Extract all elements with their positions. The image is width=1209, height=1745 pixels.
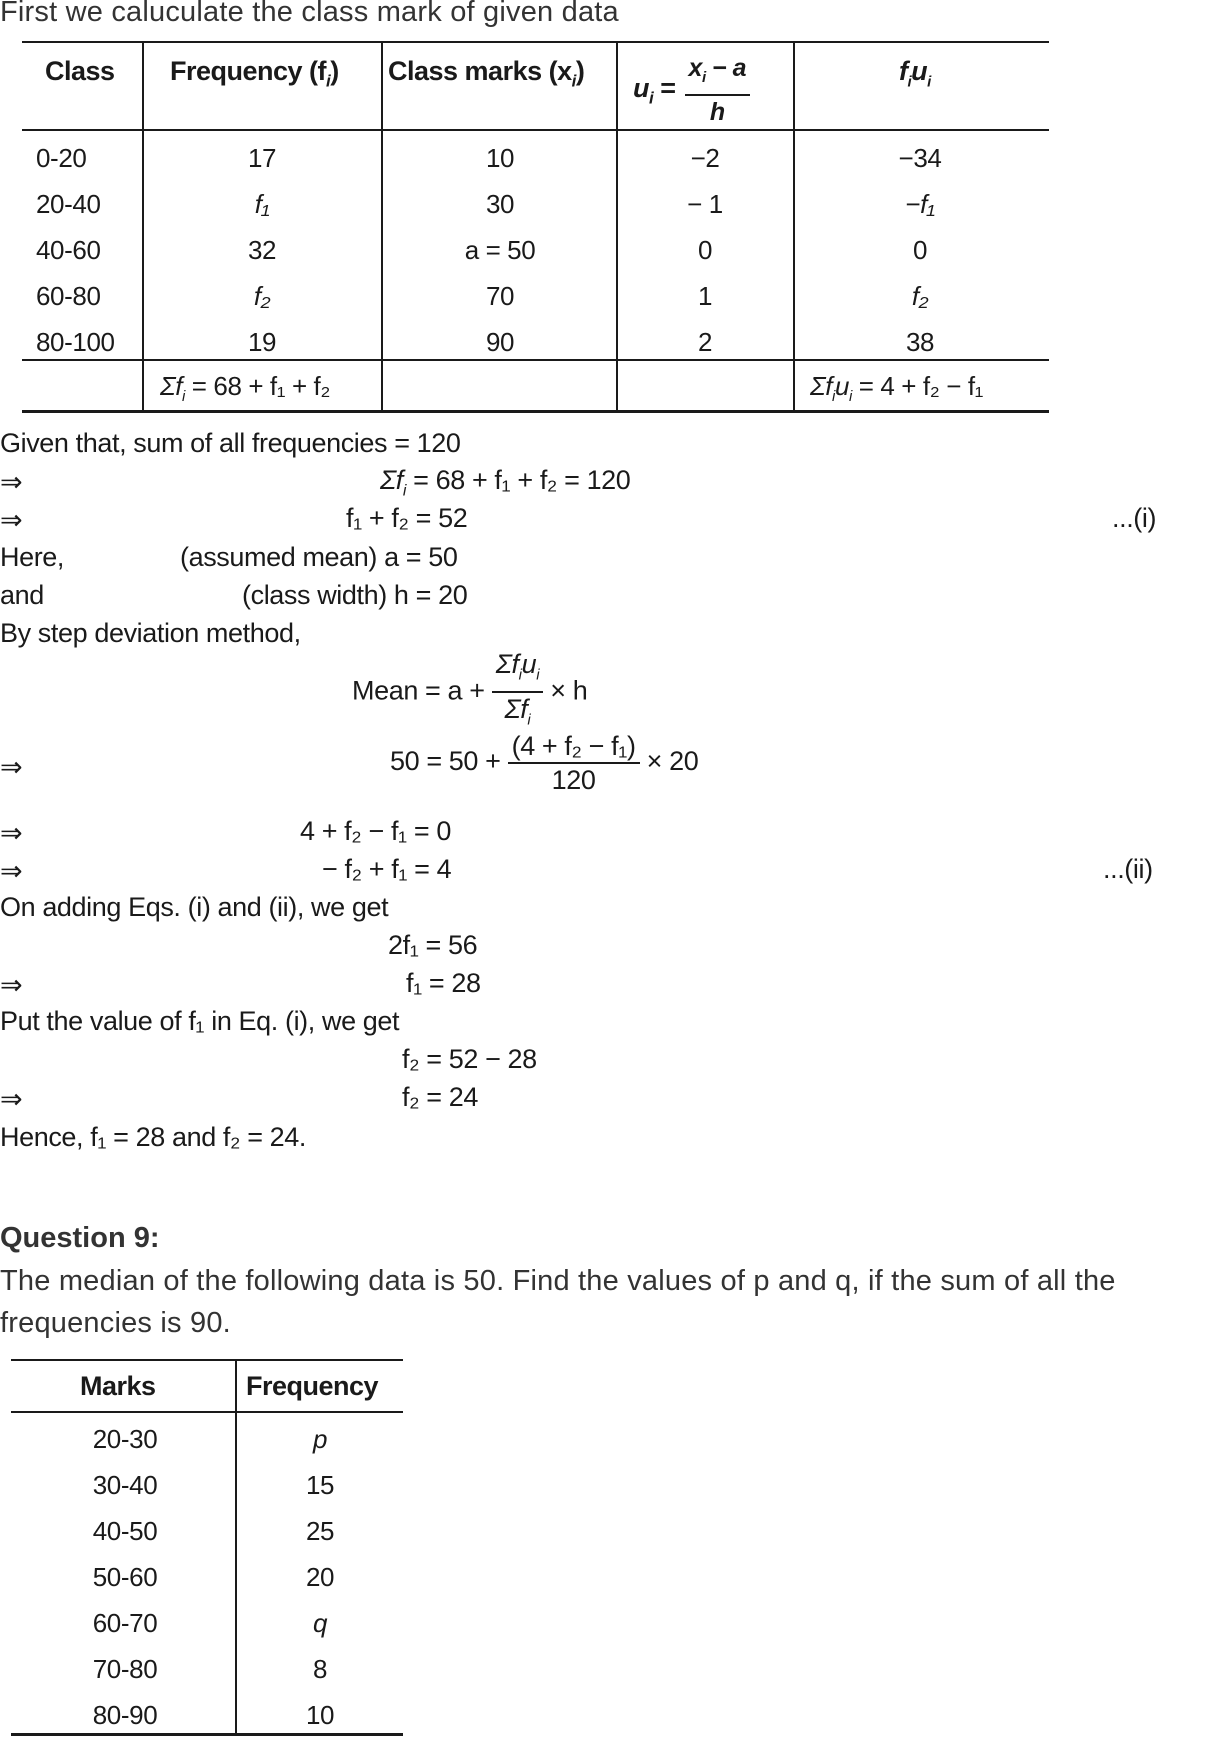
cell-u: 2 bbox=[697, 327, 713, 357]
hence-line: Hence, f₁ = 28 and f₂ = 24. bbox=[0, 1122, 307, 1152]
implies-arrow: ⇒ bbox=[0, 467, 23, 497]
cell-u: −2 bbox=[690, 143, 720, 173]
implies-arrow: ⇒ bbox=[0, 752, 23, 782]
equation-f1-plus-f2: f₁ + f₂ = 52 bbox=[346, 503, 468, 533]
equation-5: − f₂ + f₁ = 4 bbox=[322, 854, 452, 884]
cell-frequency: 17 bbox=[247, 143, 277, 173]
cell-class: 40-60 bbox=[36, 235, 101, 265]
here-label: Here, bbox=[0, 542, 65, 572]
cell-class: 80-100 bbox=[36, 327, 115, 357]
class-width: (class width) h = 20 bbox=[242, 580, 468, 610]
cell-marks: 30-40 bbox=[92, 1470, 158, 1500]
table2-bottom-rule bbox=[11, 1733, 403, 1736]
cell-u: 1 bbox=[697, 281, 713, 311]
table2-top-rule bbox=[11, 1359, 403, 1361]
table2-header-rule bbox=[11, 1411, 403, 1413]
cell-class-mark: a = 50 bbox=[464, 235, 536, 265]
cell-class-mark: 90 bbox=[485, 327, 515, 357]
cell-frequency: q bbox=[312, 1608, 328, 1638]
table1-top-rule bbox=[22, 41, 1049, 43]
table1-bottom-rule bbox=[22, 410, 1049, 413]
table1-col-divider bbox=[793, 42, 795, 411]
cell-u: 0 bbox=[697, 235, 713, 265]
cell-marks: 50-60 bbox=[92, 1562, 158, 1592]
cell-class-mark: 10 bbox=[485, 143, 515, 173]
cell-frequency: 19 bbox=[247, 327, 277, 357]
cell-frequency: 32 bbox=[247, 235, 277, 265]
cell-class-mark: 30 bbox=[485, 189, 515, 219]
table1-header-rule bbox=[22, 129, 1049, 131]
equation-7: f₁ = 28 bbox=[406, 968, 481, 998]
table1-col-divider bbox=[381, 42, 383, 411]
cell-fu: 0 bbox=[912, 235, 928, 265]
cell-fu: −f₁ bbox=[905, 189, 935, 219]
cell-fu: f₂ bbox=[911, 281, 929, 311]
header-frequency: Frequency bbox=[246, 1371, 379, 1401]
header-class: Class bbox=[45, 56, 115, 86]
header-marks: Marks bbox=[80, 1371, 156, 1401]
mean-formula: Mean = a + $\frac{\Sigma f_iu_i}{\Sigma f_i}$ × h bbox=[352, 649, 588, 729]
header-fu: $f_iu_i$ bbox=[899, 56, 931, 91]
question-9-title: Question 9: bbox=[0, 1222, 160, 1254]
table1-total-rule bbox=[22, 359, 1049, 361]
table1-col-divider bbox=[616, 42, 618, 411]
header-frequency: Frequency $(f_i)$ bbox=[170, 56, 339, 91]
step-deviation-line: By step deviation method, bbox=[0, 618, 301, 648]
cell-frequency: 20 bbox=[305, 1562, 335, 1592]
cell-class: 20-40 bbox=[36, 189, 101, 219]
cell-frequency: 25 bbox=[305, 1516, 335, 1546]
equation-9: f₂ = 24 bbox=[402, 1082, 478, 1112]
cell-class: 0-20 bbox=[36, 143, 87, 173]
cell-frequency: 10 bbox=[305, 1700, 335, 1730]
equation-tag-i: ...(i) bbox=[1112, 503, 1157, 533]
cell-marks: 20-30 bbox=[92, 1424, 158, 1454]
cell-u: − 1 bbox=[687, 189, 723, 219]
cell-fu: −34 bbox=[898, 143, 942, 173]
cell-class: 60-80 bbox=[36, 281, 101, 311]
total-fu: $\Sigma f_iu_i = 4 + f_2 - f_1$ bbox=[810, 371, 984, 406]
equation-8: f₂ = 52 − 28 bbox=[402, 1044, 537, 1074]
cell-marks: 80-90 bbox=[92, 1700, 158, 1730]
cell-marks: 60-70 bbox=[92, 1608, 158, 1638]
cell-fu: 38 bbox=[905, 327, 935, 357]
cell-frequency: p bbox=[312, 1424, 328, 1454]
and-label: and bbox=[0, 580, 44, 610]
total-frequency: $\Sigma f_i = 68 + f_1 + f_2$ bbox=[160, 371, 331, 406]
cell-frequency: f₂ bbox=[253, 281, 271, 311]
question-9-text: frequencies is 90. bbox=[0, 1307, 231, 1339]
equation-6: 2f₁ = 56 bbox=[388, 930, 478, 960]
given-line: Given that, sum of all frequencies = 120 bbox=[0, 428, 461, 458]
question-9-text: The median of the following data is 50. Find the values of p and q, if the sum of all the bbox=[0, 1265, 1116, 1297]
implies-arrow: ⇒ bbox=[0, 1084, 23, 1114]
equation-sum-frequencies: $\Sigma f_i = 68 + f_1 + f_2 = 120$ bbox=[380, 465, 631, 500]
table1-col-divider bbox=[142, 42, 144, 411]
cell-frequency: 15 bbox=[305, 1470, 335, 1500]
implies-arrow: ⇒ bbox=[0, 856, 23, 886]
mean-substitution: 50 = 50 + $\frac{\text{(4 + f₂ − f₁)}}{120}$ × 20 bbox=[390, 731, 699, 795]
header-class-marks: Class marks $(x_i)$ bbox=[388, 56, 585, 91]
header-u-formula: $u_i$ = $\frac{x_i - a}{h}$ bbox=[633, 52, 750, 128]
cell-marks: 70-80 bbox=[92, 1654, 158, 1684]
assumed-mean: (assumed mean) a = 50 bbox=[180, 542, 458, 572]
intro-text: First we caluculate the class mark of given data bbox=[0, 0, 619, 28]
cell-frequency: 8 bbox=[312, 1654, 328, 1684]
adding-line: On adding Eqs. (i) and (ii), we get bbox=[0, 892, 389, 922]
cell-class-mark: 70 bbox=[485, 281, 515, 311]
cell-frequency: f₁ bbox=[254, 189, 270, 219]
equation-4: 4 + f₂ − f₁ = 0 bbox=[300, 816, 451, 846]
implies-arrow: ⇒ bbox=[0, 505, 23, 535]
equation-tag-ii: ...(ii) bbox=[1103, 854, 1153, 884]
put-value-line: Put the value of f₁ in Eq. (i), we get bbox=[0, 1006, 400, 1036]
cell-marks: 40-50 bbox=[92, 1516, 158, 1546]
table2-col-divider bbox=[235, 1360, 237, 1734]
implies-arrow: ⇒ bbox=[0, 970, 23, 1000]
implies-arrow: ⇒ bbox=[0, 818, 23, 848]
